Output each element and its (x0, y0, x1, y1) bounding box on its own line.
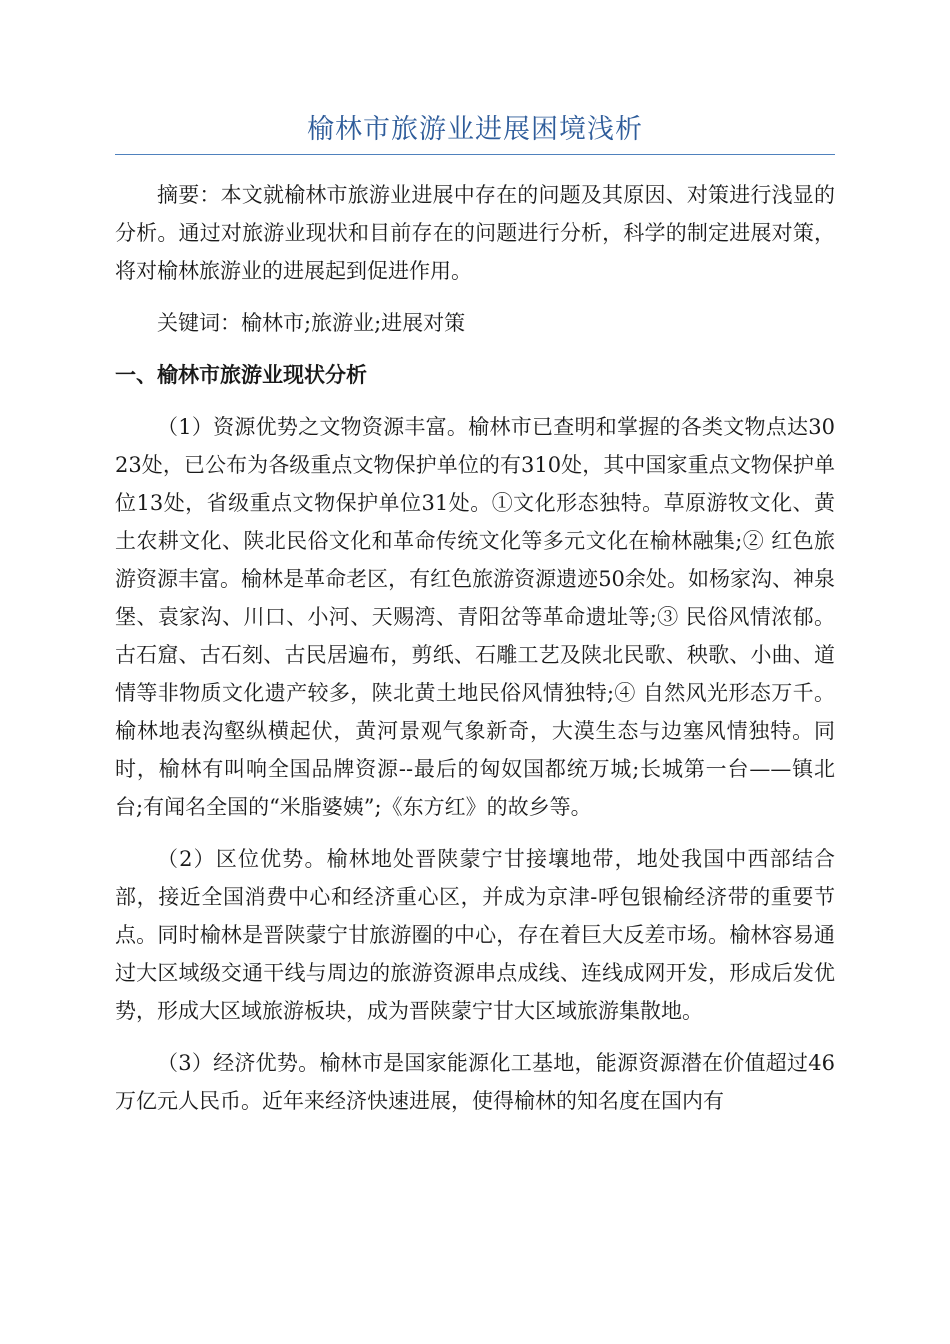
body-paragraph-1: （1）资源优势之文物资源丰富。榆林市已查明和掌握的各类文物点达3023处，已公布为各级重点文物保护单位的有310处，其中国家重点文物保护单位13处，省级重点文物保护单位31处。①文化形态独特。草原游牧文化、黄土农耕文化、陕北民俗文化和革命传统文化等多元文化在榆林融集;② 红色旅游资源丰富。榆林是革命老区，有红色旅游资源遗迹50余处。如杨家沟、神泉堡、袁家沟、川口、小河、天赐湾、青阳岔等革命遗址等;③ 民俗风情浓郁。古石窟、古石刻、古民居遍布，剪纸、石雕工艺及陕北民歌、秧歌、小曲、道情等非物质文化遗产较多，陕北黄土地民俗风情独特;④ 自然风光形态万千。榆林地表沟壑纵横起伏，黄河景观气象新奇，大漠生态与边塞风情独特。同时，榆林有叫响全国品牌资源--最后的匈奴国都统万城;长城第一台——镇北台;有闻名全国的“米脂婆姨”;《东方红》的故乡等。 (115, 415, 835, 819)
section-heading: 一、榆林市旅游业现状分析 (115, 363, 367, 387)
body-paragraph-2: （2）区位优势。榆林地处晋陕蒙宁甘接壤地带，地处我国中西部结合部，接近全国消费中心和经济重心区，并成为京津-呼包银榆经济带的重要节点。同时榆林是晋陕蒙宁甘旅游圈的中心，存在着巨大反差市场。榆林容易通过大区域级交通干线与周边的旅游资源串点成线、连线成网开发，形成后发优势，形成大区域旅游板块，成为晋陕蒙宁甘大区域旅游集散地。 (115, 847, 835, 1023)
title-block (115, 112, 835, 155)
abstract-paragraph: 摘要：本文就榆林市旅游业进展中存在的问题及其原因、对策进行浅显的分析。通过对旅游业现状和目前存在的问题进行分析，科学的制定进展对策，将对榆林旅游业的进展起到促进作用。 (115, 183, 835, 283)
body-paragraph-3: （3）经济优势。榆林市是国家能源化工基地，能源资源潜在价值超过46万亿元人民币。近年来经济快速进展，使得榆林的知名度在国内有 (115, 1051, 835, 1113)
document-title: 榆林市旅游业进展困境浅析 (307, 114, 643, 145)
document-body (115, 176, 835, 1120)
keywords-paragraph: 关键词：榆林市;旅游业;进展对策 (157, 311, 466, 335)
